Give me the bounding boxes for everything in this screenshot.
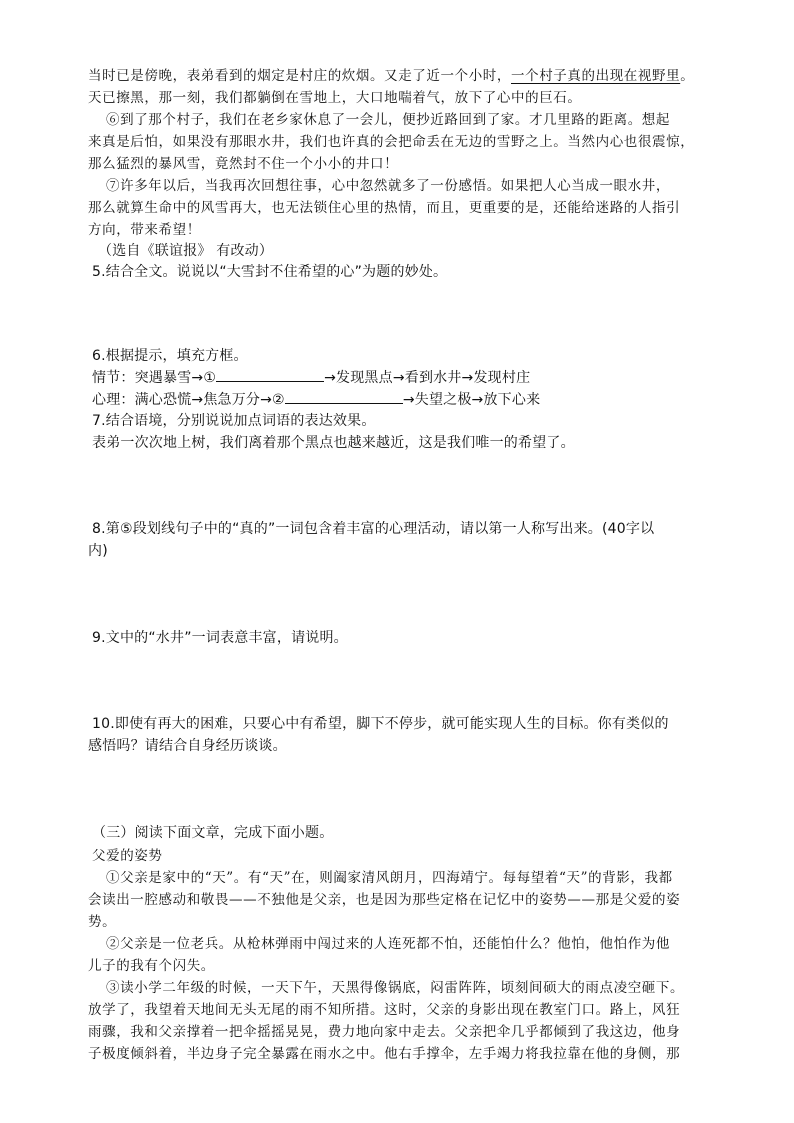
article-paragraph-2: ②父亲是一位老兵。从枪林弹雨中闯过来的人连死都不怕，还能怕什么？他怕，他怕作为他 <box>106 936 670 952</box>
question-7: 7.结合语境，分别说说加点词语的表达效果。 <box>92 413 376 429</box>
plot-rest: →发现黑点→看到水井→发现村庄 <box>324 370 531 386</box>
source-note: （选自《联谊报》 有改动） <box>98 243 274 259</box>
underlined-sentence: 一个村子真的出现在视野里 <box>511 68 681 84</box>
article-paragraph-3: 放学了，我望着天地间无头无尾的雨不知所措。这时，父亲的身影出现在教室门口。路上，风狂 <box>88 1002 681 1018</box>
paragraph-7-line: 那么就算生命中的风雪再大，也无法锁住心里的热情，而且，更重要的是，还能给迷路的人指引 <box>88 200 681 216</box>
article-title: 父爱的姿势 <box>92 848 163 864</box>
passage-text: 当时已是傍晚，表弟看到的烟定是村庄的炊烟。又走了近一个小时， <box>88 68 511 84</box>
mind-rest: →失望之极→放下心来 <box>402 392 541 408</box>
paragraph-6-line: ⑥到了那个村子，我们在老乡家休息了一会儿，便抄近路回到了家。才几里路的距离。想起 <box>106 112 670 128</box>
plot-prompt: 情节：突遇暴雪→① <box>92 370 217 386</box>
passage-line: 天已擦黑，那一刻，我们都躺倒在雪地上，大口地喘着气，放下了心中的巨石。 <box>88 90 582 106</box>
question-5: 5.结合全文。说说以“大雪封不住希望的心”为题的妙处。 <box>92 264 448 280</box>
question-8-cont: 内) <box>88 543 108 559</box>
question-10-cont: 感悟吗？请结合自身经历谈谈。 <box>88 738 287 754</box>
paragraph-6-line: 来真是后怕，如果没有那眼水井，我们也许真的会把命丢在无边的雪野之上。当然内心也很震惊， <box>88 134 695 150</box>
paragraph-7-line: ⑦许多年以后，当我再次回想往事，心中忽然就多了一份感悟。如果把人心当成一眼水井， <box>106 178 670 194</box>
paragraph-7-line: 方向，带来希望！ <box>88 222 201 238</box>
question-7-sentence: 表弟一次次地上树，我们离着那个黑点也越来越近，这是我们唯一的希望了。 <box>92 435 575 451</box>
question-8: 8.第⑤段划线句子中的“真的”一词包含着丰富的心理活动，请以第一人称写出来。(40字以 <box>92 521 655 537</box>
question-6: 6.根据提示，填充方框。 <box>92 348 248 364</box>
paragraph-6-line: 那么猛烈的暴风雪，竟然封不住一个小小的井口！ <box>88 156 399 172</box>
passage-line <box>88 64 694 84</box>
article-paragraph-1: ①父亲是家中的“天”。有“天”在，则阖家清风朗月，四海靖宁。每每望着“天”的背影，我都 <box>106 870 673 886</box>
question-6-mind-line <box>92 389 540 409</box>
answer-blank-2[interactable] <box>285 389 403 404</box>
section-3-heading: （三）阅读下面文章，完成下面小题。 <box>92 825 334 841</box>
mind-prompt: 心理：满心恐慌→焦急万分→② <box>92 392 285 408</box>
article-paragraph-3: ③读小学二年级的时候，一天下午，天黑得像锅底，闷雷阵阵，顷刻间硕大的雨点凌空砸下。 <box>106 980 685 996</box>
passage-text: 。 <box>680 68 695 84</box>
question-10: 10.即使有再大的困难，只要心中有希望，脚下不停步，就可能实现人生的目标。你有类似的 <box>92 716 669 732</box>
article-paragraph-2: 儿子的我有个闪失。 <box>88 958 215 974</box>
article-paragraph-1: 势。 <box>88 914 117 930</box>
article-paragraph-1: 会读出一腔感动和敬畏——不独他是父亲，也是因为那些定格在记忆中的姿势——那是父爱的姿 <box>88 892 681 908</box>
question-9: 9.文中的“水井”一词表意丰富，请说明。 <box>92 630 348 646</box>
article-paragraph-3: 雨骤，我和父亲撑着一把伞摇摇晃晃，费力地向家中走去。父亲把伞几乎都倾到了我这边，他身 <box>88 1024 681 1040</box>
article-paragraph-3: 子极度倾斜着，半边身子完全暴露在雨水之中。他右手撑伞，左手竭力将我拉靠在他的身侧，那 <box>88 1046 681 1062</box>
question-6-plot-line <box>92 367 530 387</box>
answer-blank-1[interactable] <box>216 367 324 382</box>
